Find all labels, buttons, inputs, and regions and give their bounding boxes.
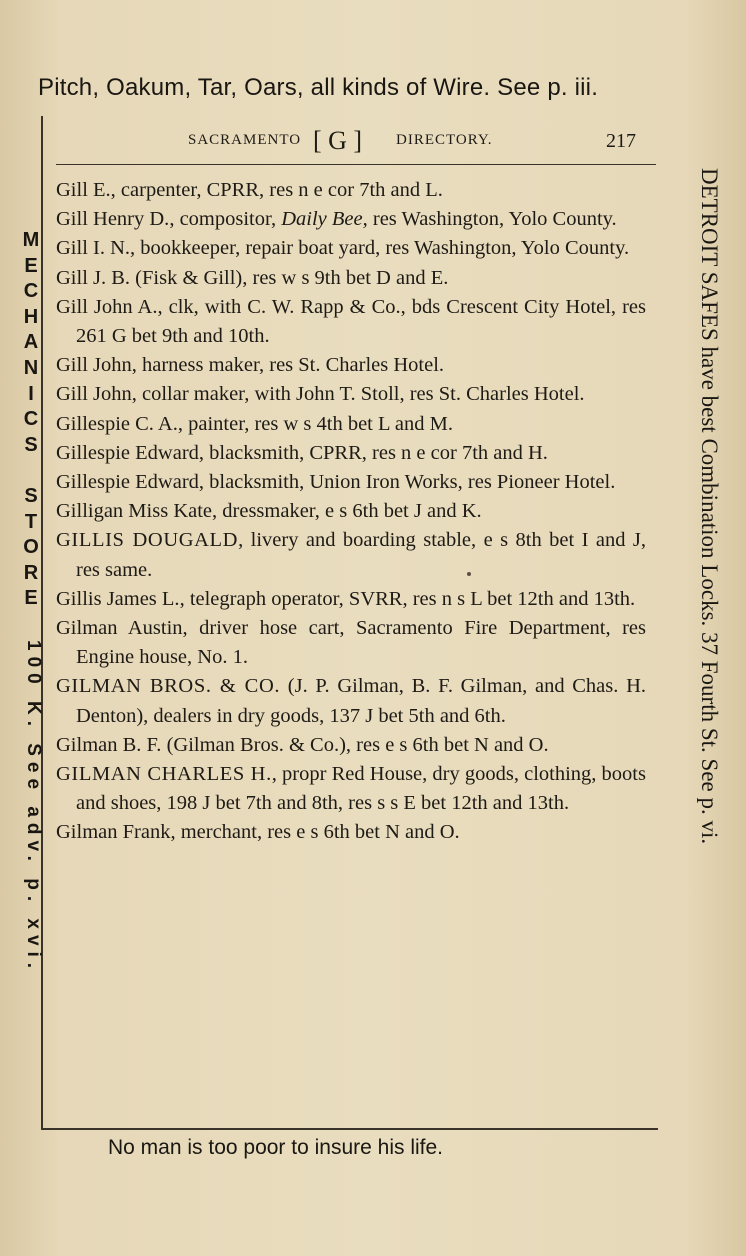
directory-entry — [56, 176, 646, 205]
entry-name: GILMAN CHARLES H. — [56, 763, 272, 786]
directory-entry — [56, 410, 646, 439]
entry-text: res Washington, Yolo County. — [367, 208, 617, 231]
header-city: SACRAMENTO — [188, 132, 302, 148]
ad-letter: C — [23, 408, 39, 431]
entry-text: , blacksmith, Union Iron Works, res Pioneer Hotel. — [198, 471, 616, 494]
entry-name: Gilman Austin — [56, 617, 183, 640]
directory-entry — [56, 526, 646, 584]
entry-name: GILLIS DOUGALD — [56, 529, 239, 552]
frame-bottom-rule — [41, 1128, 658, 1130]
entry-text: , telegraph operator, SVRR, res n s L bet 12th and 13th. — [179, 587, 636, 610]
entry-text: , merchant, res e s 6th bet N and O. — [170, 821, 460, 844]
ad-letter: A — [23, 331, 39, 354]
ad-letter: N — [23, 356, 39, 379]
entry-text: , driver hose cart, Sacramento Fire Department, res Engine house, No. 1. — [76, 617, 646, 669]
running-header — [56, 128, 656, 158]
entry-name: Gill J. B. — [56, 266, 131, 289]
ad-letter: S — [24, 433, 38, 456]
entry-name: Gilligan Miss Kate — [56, 500, 213, 523]
entry-name: Gill Henry D. — [56, 208, 170, 231]
directory-entry — [56, 760, 646, 818]
entry-text: , propr Red House, dry goods, clothing, boots and shoes, 198 J bet 7th and 8th, res s s E bet 12th and 13th. — [76, 763, 646, 815]
entry-name: GILMAN BROS. & CO. — [56, 675, 281, 698]
directory-entry — [56, 439, 646, 468]
directory-entry — [56, 468, 646, 497]
entry-name: Gill I. N. — [56, 237, 131, 260]
top-advertisement: Pitch, Oakum, Tar, Oars, all kinds of Wire. See p. iii. — [38, 74, 599, 101]
entry-text: , carpenter, CPRR, res n e cor 7th and L. — [110, 179, 443, 201]
ad-letter: H — [23, 305, 39, 328]
entry-name: Gillespie Edward — [56, 471, 199, 494]
directory-entry — [56, 731, 646, 760]
ad-letter: C — [23, 280, 39, 303]
entry-name: Gillespie C. A. — [56, 412, 178, 435]
directory-entry — [56, 264, 646, 293]
directory-entry — [56, 293, 646, 351]
entry-name: Gill John A. — [56, 295, 158, 318]
directory-entry — [56, 497, 646, 526]
entry-name: Gilman Frank — [56, 821, 171, 844]
entry-text: , dressmaker, e s 6th bet J and K. — [212, 500, 482, 523]
ad-letter: I — [28, 382, 34, 405]
entry-text: , collar maker, with John T. Stoll, res St. Charles Hotel. — [131, 383, 585, 406]
ad-letter: T — [24, 510, 38, 533]
left-margin-advertisement — [16, 228, 46, 975]
ad-letter — [16, 458, 46, 484]
entry-text: , harness maker, res St. Charles Hotel. — [131, 354, 445, 377]
ad-letter: E — [24, 587, 38, 610]
ad-letter: S — [24, 484, 38, 507]
entry-name: Gill John — [56, 354, 132, 377]
entry-text: (Fisk & Gill), res w s 9th bet D and E. — [130, 266, 449, 289]
directory-entries — [56, 176, 646, 848]
entry-text: , clk, with C. W. Rapp & Co., bds Crescent City Hotel, res 261 G bet 9th and 10th. — [76, 295, 646, 348]
entry-name: Gilman B. F. — [56, 733, 162, 756]
directory-entry — [56, 672, 646, 730]
header-section: DIRECTORY. — [396, 132, 493, 148]
entry-text: (Gilman Bros. & Co.), res e s 6th bet N and O. — [161, 733, 549, 756]
entry-newspaper: Daily Bee, — [281, 208, 368, 231]
directory-entry — [56, 818, 646, 847]
directory-entry — [56, 585, 646, 614]
entry-name: Gillespie Edward — [56, 441, 199, 464]
entry-name: Gillis James L. — [56, 587, 180, 610]
entry-name: Gill John — [56, 383, 132, 406]
entry-name: Gill E. — [56, 179, 111, 201]
directory-entry — [56, 234, 646, 263]
right-margin-advertisement: DETROIT SAFES have best Combination Locks. 37 Fourth St. See p. vi. — [697, 168, 722, 845]
entry-text: , bookkeeper, repair boat yard, res Washington, Yolo County. — [130, 237, 630, 260]
bottom-advertisement: No man is too poor to insure his life. — [108, 1136, 443, 1159]
directory-entry — [56, 351, 646, 380]
entry-text: (J. P. Gilman, B. F. Gilman, and Chas. H. Denton), dealers in dry goods, 137 J bet 5th and 6th. — [76, 675, 647, 727]
page-number: 217 — [606, 130, 636, 152]
directory-entry — [56, 205, 646, 234]
header-rule — [56, 164, 656, 165]
ad-letter: O — [23, 536, 39, 559]
header-letter: [ G ] — [313, 126, 363, 155]
print-speck — [467, 572, 471, 576]
ad-letter: M — [22, 229, 40, 251]
ad-letter: R — [23, 561, 39, 584]
left-ad-rotated-text: 100 K. See adv. p. xvi. — [23, 640, 44, 975]
ad-letter: E — [24, 254, 38, 277]
entry-text: , blacksmith, CPRR, res n e cor 7th and H. — [198, 441, 548, 464]
entry-text: , livery and boarding stable, e s 8th bet I and J, res same. — [76, 529, 647, 581]
directory-entry — [56, 380, 646, 409]
directory-entry — [56, 614, 646, 672]
entry-text: , compositor, — [169, 208, 282, 231]
entry-text: , painter, res w s 4th bet L and M. — [177, 412, 453, 435]
